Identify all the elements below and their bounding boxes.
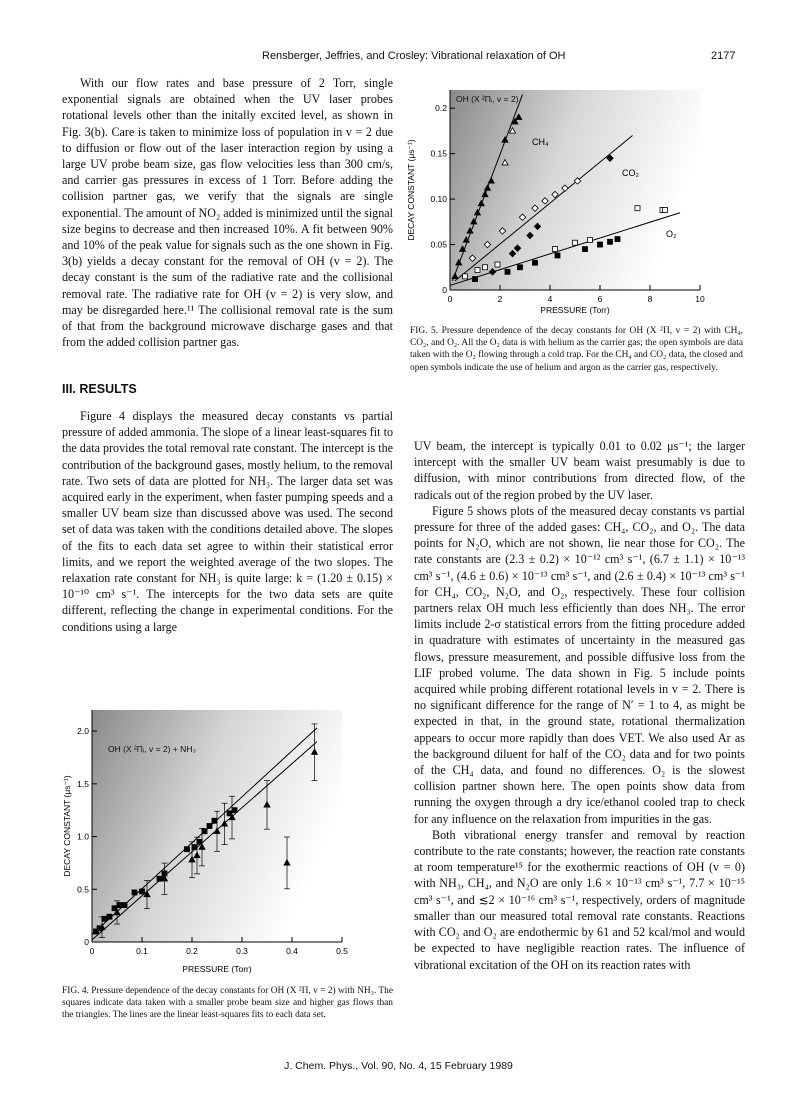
- data-point: [583, 247, 588, 252]
- x-tick-label: 0.5: [336, 946, 348, 956]
- x-tick-label: 8: [647, 294, 653, 304]
- y-tick-label: 0.15: [430, 148, 447, 159]
- y-tick-label: 0.2: [435, 103, 447, 114]
- data-point: [212, 818, 217, 823]
- data-point: [232, 808, 237, 813]
- data-point: [473, 277, 478, 282]
- data-point: [140, 889, 145, 894]
- data-point: [483, 265, 488, 270]
- x-tick-label: 0: [447, 294, 453, 304]
- figure-4-chart: [62, 700, 362, 975]
- x-tick-label: 2: [497, 294, 503, 304]
- y-tick-label: 2.0: [77, 726, 89, 737]
- figure-4: [62, 700, 362, 975]
- page-number: 2177: [711, 50, 736, 62]
- paragraph: Figure 4 displays the measured decay constants vs partial pressure of added ammonia. The slope of a linear least-squares fit to the data provides the total removal rate constant. The intercept is the contribution of the background gases, mostly helium, to the removal rate. Two sets of data are plotted for NH₃. The larger data set was acquired early in the experiment, when faster pumping speeds and a smaller UV beam size than discussed above was used. The second set of data was taken with the conditions detailed above. The slopes of the fits to each data set agree to within their statistical error limits, and we report the weighted average of the two slopes. The relaxation rate constant for NH₃ is quite large: k = (1.20 ± 0.15) × 10⁻¹⁰ cm³ s⁻¹. The intercepts for the two data sets are quite different, reflecting the change in experimental conditions. For the conditions using a large: [62, 409, 393, 634]
- data-point: [122, 903, 127, 908]
- data-point: [573, 240, 578, 245]
- x-tick-label: 6: [597, 294, 603, 304]
- data-point: [463, 274, 468, 279]
- paragraph: With our flow rates and base pressure of 2 Torr, single exponential signals are obtained when the UV laser probes rotational levels other than the initally excited level, as shown in Fig. 3(b). Care is taken to minimize loss of population in v = 2 due to diffusion or flow out of the laser interaction region by using a large UV probe beam size, gas flow velocities less than 300 cm/s, and carrier gas pressures in excess of 1 Torr. Before adding the collision partner gas, we verify that the signals are single exponential. The amount of NO₂ added is minimized until the signal size begins to decrease and then increased 10%. A fit between 90% and 10% of the peak value for signals such as the one shown in Fig. 3(b) yields a decay constant for the removal of OH (v = 2). The decay constant is the sum of the radiative rate and the collisional removal rate. The radiative rate for OH (v = 2) is very slow, and may be disregarded here.¹¹ The collisional removal rate is the sum of that from the background microwave discharge gases and that from the added collision partner gas.: [62, 76, 393, 350]
- left-column-top: [62, 75, 393, 350]
- data-point: [533, 260, 538, 265]
- x-tick-label: 0.3: [236, 946, 248, 956]
- section-heading: III. RESULTS: [62, 382, 137, 396]
- data-point: [202, 829, 207, 834]
- figure-5-legend-text: OH (X ²Πᵢ, v = 2): [456, 94, 519, 104]
- data-point: [192, 845, 197, 850]
- data-point: [588, 238, 593, 243]
- data-point: [518, 265, 523, 270]
- data-point: [663, 208, 668, 213]
- data-point: [475, 268, 480, 273]
- paragraph: Figure 5 shows plots of the measured decay constants vs partial pressure for three of the added gases: CH₄, CO₂, and O₂. The data points for N₂O, which are not shown, lie near those for CO₂. The rate constants are (2.3 ± 0.2) × 10⁻¹² cm³ s⁻¹, (6.7 ± 1.1) × 10⁻¹³ cm³ s⁻¹, (4.6 ± 0.6) × 10⁻¹³ cm³ s⁻¹, and (2.6 ± 0.4) × 10⁻¹³ cm³ s⁻¹ for CH₄, CO₂, N₂O, and O₂, respectively. These four collision partners relax OH much less efficiently than does NH₃. The error limits include 2-σ statistical errors from the fitting procedure added in quadrature with estimates of uncertainty in the measured gas flows, pressure measurement, and possible diffusive loss from the LIF probed volume. The data shown in Fig. 5 include points acquired while probing different rotational levels in v = 2. There is no significant difference for the range of N′ = 1 to 4, as might be expected in that, in the ground state, rotational thermalization appears to occur more rapidly than does VET. We also used Ar as the background diluent for half of the CO₂ data and for two points of the CH₄ data, and found no differences. O₂ is the slowest collision partner shown here. The open points show data from running the oxygen through a dry ice/ethanol cooled trap to check for any influence on the relaxation from impurities in the gas.: [414, 503, 745, 826]
- data-point: [495, 262, 500, 267]
- footer-citation: J. Chem. Phys., Vol. 90, No. 4, 15 February 1989: [284, 1060, 513, 1072]
- series-label-co2: CO₂: [622, 168, 639, 178]
- data-point: [608, 239, 613, 244]
- series-label-o2: O₂: [666, 229, 677, 239]
- y-tick-label: 0: [84, 937, 89, 947]
- figure-5-caption: FIG. 5. Pressure dependence of the decay constants for OH (X ²Π, v = 2) with CH₄, CO₂, and O₂. All the O₂ data is with helium as the carrier gas; the open symbols are data taken with the O₂ flowing through a cold trap. For the CH₄ and CO₂ data, the closed and open symbols indicate the use of helium and argon as the carrier gas, respectively.: [410, 326, 743, 373]
- y-tick-label: 0.10: [430, 194, 447, 205]
- y-tick-label: 0.5: [77, 884, 89, 895]
- figure-4-legend-text: OH (X ²Πᵢ, v = 2) + NH₃: [108, 744, 196, 754]
- figure-5-chart: [400, 62, 720, 320]
- x-tick-label: 10: [695, 294, 705, 304]
- y-tick-label: 1.0: [77, 831, 89, 842]
- y-tick-label: 0: [442, 285, 447, 295]
- figure-5: [400, 62, 720, 320]
- x-axis-label: PRESSURE (Torr): [182, 964, 252, 974]
- x-tick-label: 0.1: [136, 946, 148, 956]
- data-point: [505, 269, 510, 274]
- data-point: [553, 247, 558, 252]
- figure-4-caption: FIG. 4. Pressure dependence of the decay constants for OH (X ²Π, v = 2) with NH₃. The squares indicate data taken with a smaller probe beam size and higher gas flows than the triangles. The lines are the linear least-squares fits to each data set.: [62, 986, 393, 1021]
- data-point: [635, 206, 640, 211]
- x-axis-label: PRESSURE (Torr): [540, 305, 610, 315]
- running-header-title: Rensberger, Jeffries, and Crosley: Vibrational relaxation of OH: [262, 50, 566, 62]
- y-axis-label: DECAY CONSTANT (μs⁻¹): [62, 775, 72, 877]
- data-point: [132, 890, 137, 895]
- data-point: [197, 839, 202, 844]
- series-label-ch4: CH₄: [532, 137, 549, 147]
- data-point: [107, 914, 112, 919]
- data-point: [555, 253, 560, 258]
- data-point: [207, 824, 212, 829]
- x-tick-label: 4: [547, 294, 553, 304]
- data-point: [185, 847, 190, 852]
- paragraph: UV beam, the intercept is typically 0.01 to 0.02 μs⁻¹; the larger intercept with the smaller UV beam waist presumably is due to diffusion, with minor contributions from directed flow, of the radicals out of the region probed by the UV laser.: [414, 439, 745, 502]
- y-axis-label: DECAY CONSTANT (μs⁻¹): [406, 139, 416, 241]
- x-tick-label: 0: [89, 946, 95, 956]
- x-tick-label: 0.4: [286, 946, 298, 956]
- data-point: [117, 903, 122, 908]
- paragraph: Both vibrational energy transfer and removal by reaction contribute to the rate constants; however, the reaction rate constants at room temperature¹⁵ for the exothermic reactions of OH (v = 0) with NH₃, CH₄, and N₂O are only 1.6 × 10⁻¹³ cm³ s⁻¹, 7.7 × 10⁻¹⁵ cm³ s⁻¹, and ≲2 × 10⁻¹⁶ cm³ s⁻¹, respectively, orders of magnitude smaller than our measured total removal rate constants. Reactions with CO₂ and O₂ are endothermic by 61 and 52 kcal/mol and would be expected to have negligible reaction rates. The influence of vibrational excitation of the OH on its reaction rates with: [414, 827, 745, 972]
- data-point: [615, 237, 620, 242]
- left-column-results: [62, 408, 393, 635]
- data-point: [598, 242, 603, 247]
- y-tick-label: 1.5: [77, 778, 89, 789]
- y-tick-label: 0.05: [430, 239, 447, 250]
- data-point: [157, 876, 162, 881]
- x-tick-label: 0.2: [186, 946, 198, 956]
- right-column: [414, 438, 745, 973]
